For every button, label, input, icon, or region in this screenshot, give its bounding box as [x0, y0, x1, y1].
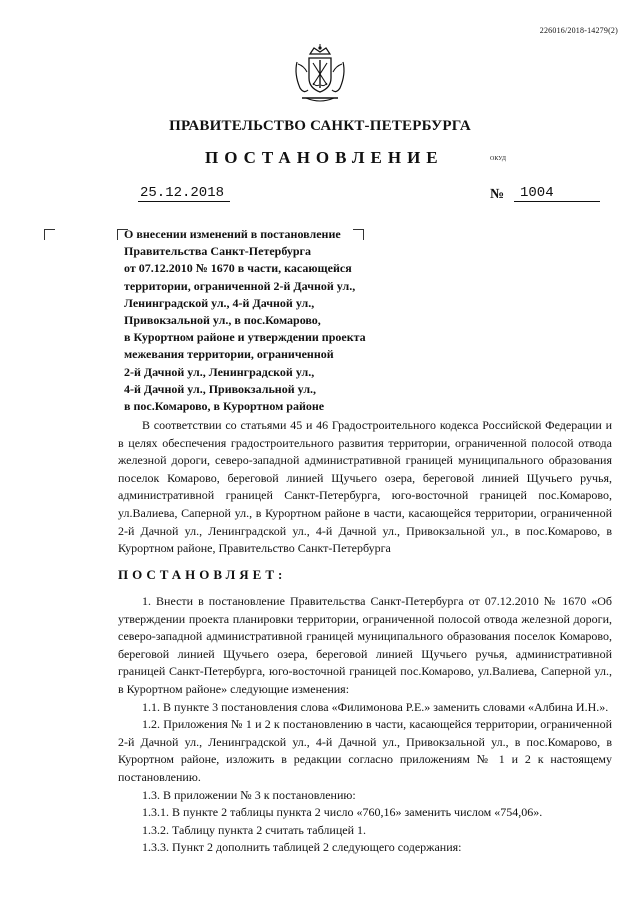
subject-line: Ленинградской ул., 4-й Дачной ул.,: [124, 295, 315, 310]
subject-line: в Курортном районе и утверждении проекта: [124, 330, 366, 345]
decree-body: [118, 593, 612, 857]
subject-line: Правительства Санкт-Петербурга: [124, 244, 312, 259]
resolves-heading: ПОСТАНОВЛЯЕТ:: [118, 567, 287, 582]
okud-label: ОКУД: [490, 156, 506, 162]
decree-item: 1.3.3. Пункт 2 дополнить таблицей 2 следующего содержания:: [142, 840, 462, 855]
decree-number: 1004: [514, 185, 600, 202]
coat-of-arms-icon: [292, 44, 348, 108]
subject-line: территории, ограниченной 2-й Дачной ул.,: [124, 278, 356, 293]
decree-item: 1.3. В приложении № 3 к постановлению:: [142, 787, 356, 802]
decree-item: 1.1. В пункте 3 постановления слова «Филимонова Р.Е.» заменить словами «Албина И.Н.».: [142, 699, 609, 714]
decree-item: 1. Внести в постановление Правительства Санкт-Петербурга от 07.12.2010 № 1670 «Об утверждении проекта планировки территории, ограниченной полосой отвода железной дороги, северо-западной административной границей муниципального образования поселок Комарово, береговой линией Щучьего озера, береговой линией Щучьего ручья, административной границей Санкт-Петербурга, юго-восточной границей пос.Комарово, ул.Валиева, Саперной ул., в Курортном районе» следующие изменения:: [118, 594, 612, 696]
subject-line: О внесении изменений в постановление: [124, 227, 341, 241]
decree-item: 1.3.1. В пункте 2 таблицы пункта 2 число «760,16» заменить числом «754,06».: [142, 805, 543, 820]
decree-item: 1.3.2. Таблицу пункта 2 считать таблицей 1.: [142, 822, 366, 837]
margin-corner-mark: [44, 229, 55, 240]
document-type-title: ПОСТАНОВЛЕНИЕ: [205, 148, 444, 167]
document-registration-number: 226016/2018-14279(2): [539, 26, 618, 35]
subject-line: 4-й Дачной ул., Привокзальной ул.,: [124, 381, 317, 396]
number-label: №: [490, 187, 505, 202]
subject-line: Привокзальной ул., в пос.Комарово,: [124, 313, 321, 328]
subject-line: в пос.Комарово, в Курортном районе: [124, 399, 325, 414]
decree-item: 1.2. Приложения № 1 и 2 к постановлению в части, касающейся территории, ограниченной 2-й Дачной ул., Ленинградской ул., 4-й Дачной ул., Привокзальной ул., в пос.Комарово, в Курортном районе, изложить в редакции согласно приложениям № 1 и 2 к настоящему постановлению.: [118, 717, 612, 784]
decree-date: 25.12.2018: [138, 185, 230, 202]
subject-line: от 07.12.2010 № 1670 в части, касающейся: [124, 261, 352, 276]
preamble-paragraph: В соответствии со статьями 45 и 46 Градостроительного кодекса Российской Федерации и в целях обеспечения градостроительного развития территории, ограниченной полосой отвода железной дороги, северо-западной административной границей муниципального образования поселок Комарово, береговой линией Щучьего озера, береговой линией Щучьего ручья, административной границей Санкт-Петербурга, юго-восточной границей пос.Комарово, ул.Валиева, Саперной ул., в Курортном районе в части, касающейся территории, ограниченной 2-й Дачной ул., Ленинградской ул., 4-й Дачной ул., Привокзальной ул., в пос.Комарово, в Курортном районе, Правительство Санкт-Петербурга: [118, 418, 612, 556]
subject-line: межевания территории, ограниченной: [124, 347, 334, 362]
government-title: ПРАВИТЕЛЬСТВО САНКТ-ПЕТЕРБУРГА: [169, 118, 471, 134]
subject-line: 2-й Дачной ул., Ленинградской ул.,: [124, 364, 315, 379]
decree-subject: [124, 226, 384, 415]
